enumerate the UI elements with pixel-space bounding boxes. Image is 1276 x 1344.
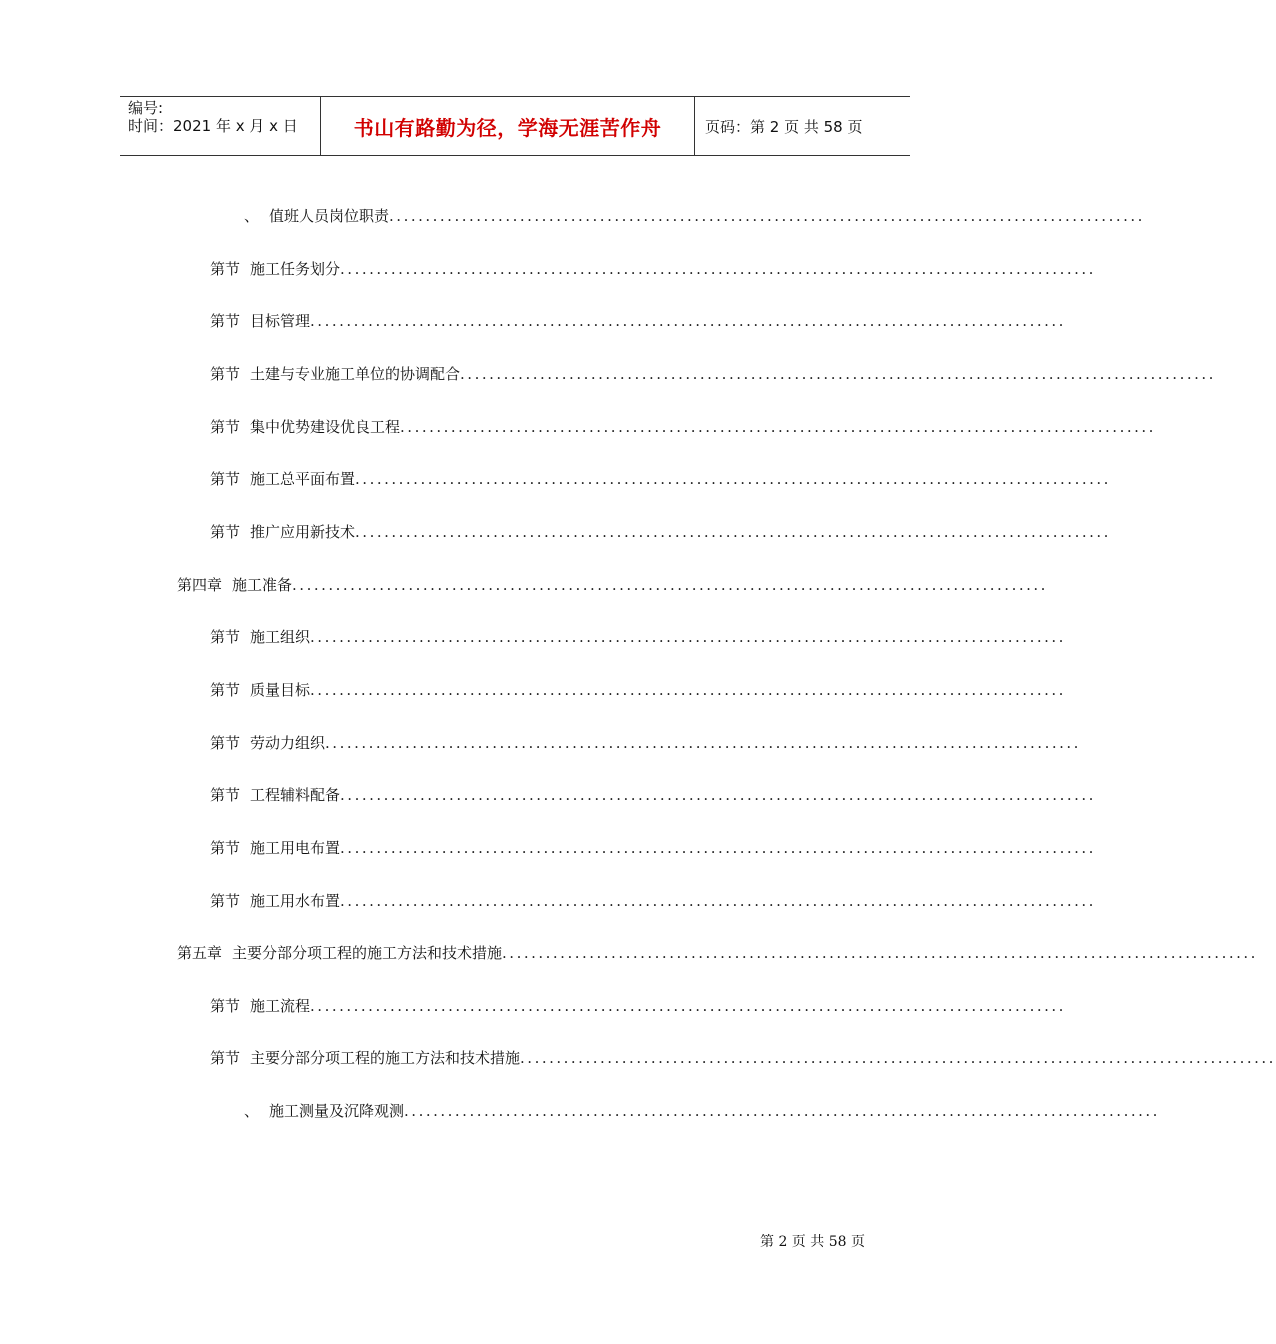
toc-entry[interactable] xyxy=(210,1047,1276,1071)
toc-entry-number: 第节 xyxy=(210,260,241,278)
toc-entry-title: 施工用水布置 xyxy=(250,892,341,910)
toc-leader-dots: ........................................................................................................ xyxy=(355,523,1111,541)
toc-leader-dots: ........................................................................................................ xyxy=(404,1102,1160,1120)
toc-entry[interactable] xyxy=(210,310,1066,334)
toc-entry-title: 劳动力组织 xyxy=(250,734,326,752)
toc-leader-dots: ........................................................................................................ xyxy=(340,892,1096,910)
toc-entry-title: 主要分部分项工程的施工方法和技术措施 xyxy=(232,944,503,962)
toc-leader-dots: ........................................................................................................ xyxy=(310,681,1066,699)
toc-entry[interactable] xyxy=(210,679,1066,703)
toc-entry-title: 值班人员岗位职责 xyxy=(269,207,390,225)
toc-leader-dots: ........................................................................................................ xyxy=(340,839,1096,857)
toc-leader-dots: ........................................................................................................ xyxy=(502,944,1258,962)
toc-entry-title: 主要分部分项工程的施工方法和技术措施 xyxy=(250,1049,521,1067)
toc-entry-number: 第节 xyxy=(210,786,241,804)
toc-entry-number: 第节 xyxy=(210,470,241,488)
toc-entry-title: 工程辅料配备 xyxy=(250,786,341,804)
toc-entry-number: 第节 xyxy=(210,839,241,857)
toc-leader-dots: ........................................................................................................ xyxy=(310,628,1066,646)
toc-entry-number: 第节 xyxy=(210,1049,241,1067)
header-meta xyxy=(120,97,321,155)
toc-entry[interactable] xyxy=(210,784,1096,808)
toc-entry-number: 第节 xyxy=(210,312,241,330)
toc-leader-dots: ........................................................................................................ xyxy=(389,207,1145,225)
toc-entry[interactable] xyxy=(210,521,1111,545)
toc-entry-number: 第节 xyxy=(210,734,241,752)
toc-entry-title: 推广应用新技术 xyxy=(250,523,356,541)
toc-leader-dots: ........................................................................................................ xyxy=(355,470,1111,488)
toc-entry-number: 第节 xyxy=(210,628,241,646)
toc-entry-title: 施工组织 xyxy=(250,628,311,646)
toc-entry-number: 第节 xyxy=(210,523,241,541)
toc-entry[interactable] xyxy=(210,416,1156,440)
toc-entry[interactable] xyxy=(210,995,1066,1019)
toc-entry-title: 质量目标 xyxy=(250,681,311,699)
toc-entry-title: 施工测量及沉降观测 xyxy=(269,1102,405,1120)
toc-entry[interactable] xyxy=(244,1100,1160,1124)
toc-entry-title: 集中优势建设优良工程 xyxy=(250,418,401,436)
toc-entry-number: 第节 xyxy=(210,365,241,383)
toc-entry[interactable] xyxy=(210,732,1081,756)
toc-entry-number: 、 xyxy=(244,1102,260,1120)
toc-entry-number: 第节 xyxy=(210,681,241,699)
toc-leader-dots: ........................................................................................................ xyxy=(400,418,1156,436)
toc-entry[interactable] xyxy=(210,837,1096,861)
toc-entry-number: 第四章 xyxy=(177,576,223,594)
toc-entry[interactable] xyxy=(210,626,1066,650)
page-footer: 第 2 页 共 58 页 xyxy=(760,1234,865,1250)
toc-entry-title: 施工任务划分 xyxy=(250,260,341,278)
toc-entry-number: 第节 xyxy=(210,892,241,910)
toc-entry[interactable] xyxy=(210,258,1096,282)
toc-entry-title: 目标管理 xyxy=(250,312,311,330)
toc-entry-title: 施工准备 xyxy=(232,576,293,594)
toc-entry-number: 第五章 xyxy=(177,944,223,962)
toc-leader-dots: ........................................................................................................ xyxy=(520,1049,1276,1067)
header-motto: 书山有路勤为径，学海无涯苦作舟 xyxy=(321,97,695,155)
toc-entry[interactable] xyxy=(210,468,1111,492)
toc-chapter-entry[interactable] xyxy=(177,942,1258,966)
toc-entry-number: 、 xyxy=(244,207,260,225)
toc-leader-dots: ........................................................................................................ xyxy=(310,997,1066,1015)
toc-entry-title: 土建与专业施工单位的协调配合 xyxy=(250,365,461,383)
toc-leader-dots: ........................................................................................................ xyxy=(460,365,1216,383)
toc-leader-dots: ........................................................................................................ xyxy=(292,576,1048,594)
toc-entry-number: 第节 xyxy=(210,418,241,436)
toc-leader-dots: ........................................................................................................ xyxy=(340,260,1096,278)
time-label: 时间：2021 年 x 月 x 日 xyxy=(128,117,298,135)
toc-leader-dots: ........................................................................................................ xyxy=(325,734,1081,752)
code-label: 编号: xyxy=(128,99,164,117)
toc-entry-number: 第节 xyxy=(210,997,241,1015)
toc-chapter-entry[interactable] xyxy=(177,574,1048,598)
page-header xyxy=(120,96,910,156)
toc-leader-dots: ........................................................................................................ xyxy=(340,786,1096,804)
toc-leader-dots: ........................................................................................................ xyxy=(310,312,1066,330)
toc-entry[interactable] xyxy=(210,363,1216,387)
toc-entry-title: 施工流程 xyxy=(250,997,311,1015)
toc-entry[interactable] xyxy=(244,205,1145,229)
header-page-info: 页码：第 2 页 共 58 页 xyxy=(705,117,863,136)
toc-entry[interactable] xyxy=(210,890,1096,914)
toc-entry-title: 施工总平面布置 xyxy=(250,470,356,488)
toc-entry-title: 施工用电布置 xyxy=(250,839,341,857)
